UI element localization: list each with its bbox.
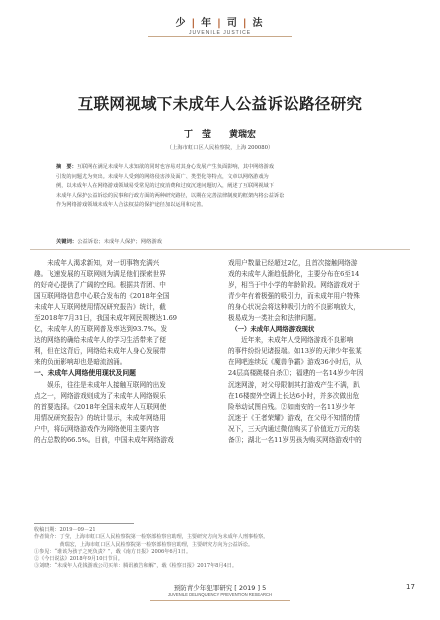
body-text-line: 近年来，未成年人受网络游戏不良影响 — [228, 336, 354, 345]
body-text-line: 青少年有着极强的吸引力，而未成年用户特殊 — [228, 292, 360, 301]
body-text-line: 的好奇心提供了广阔的空间。根据共青团、中 — [34, 281, 166, 290]
abstract-line: 互联网在满足未成年人求知欲的同时也容易对其身心发展产生负面影响，其中网络游戏 — [76, 164, 274, 170]
body-text-line: 利，但在这背后，网络给未成年人身心发展带 — [34, 347, 166, 356]
abstract-line: 例，以未成年人在网络游戏领域易受常见的过度消费和过度沉迷问题切入，阐述了互联网视域下 — [56, 183, 274, 190]
body-text-line: 戏用户数量已经超过2亿，且首次接触网络游 — [228, 259, 358, 267]
body-text-line: 备③；湖北一名11岁男孩为购买网络游戏中的 — [228, 435, 362, 444]
column-title-english: JUVENILE JUSTICE — [188, 30, 252, 36]
body-text-line: 沉迷网游，对父母限制其打游戏产生不满，趴 — [228, 380, 360, 389]
body-text-line: 沉迷于《王者荣耀》游戏，在父母不知情的情 — [228, 413, 360, 422]
body-text-line: 的占总数的66.5%。目前，中国未成年网络游戏 — [34, 435, 174, 444]
body-text-line: 在16楼窗外空调上长达6小时，并多次做出危 — [228, 391, 360, 400]
body-text-line: 戏的未成年人渐趋低龄化，主要分布在6至14 — [228, 270, 360, 279]
keywords — [56, 237, 386, 245]
body-text-line: 岁，相当于中小学的年龄阶段。网络游戏对于 — [228, 281, 360, 290]
footnote-line: ①参见：“谁该为孩子之死负责？”，载《南方日报》2006年6月1日。 — [34, 548, 192, 555]
abstract-rule — [30, 249, 410, 250]
body-text-line: 极易成为一类社会和法律问题。 — [228, 314, 321, 323]
keywords-label: 关键词： — [56, 239, 78, 245]
body-text-line: 达的网络的确给未成年人的学习生活带来了便 — [34, 336, 166, 345]
footnote-line: 收稿日期：2019－09－21 — [34, 527, 96, 533]
abstract-line: 引发的问题尤为突出。未成年人受到的网络侵害涉及面广、类型化等特点，文章以网络游戏为 — [56, 173, 269, 180]
abstract-line: 未成年人保护公益诉讼的民事和行政方面的两种研究路径，以期在完善法律制度的框架内将公益诉讼 — [56, 192, 285, 199]
section-heading: （一）未成年人网络游戏现状 — [228, 325, 315, 334]
body-text-line: 未成年人互联网使用情况研究报告》统计，截 — [34, 303, 166, 312]
column-title-char: 司 — [226, 18, 239, 29]
body-text-line: 24层高楼跳楼自杀①；福建的一名14岁少年因 — [228, 369, 364, 378]
journal-footer-english: JUVENILE DELINQUENCY PREVENTION RESEARCH — [167, 592, 273, 597]
footnote-line: 黄瑞宏，上海市虹口区人民检察院第一检察部检察官助理，主要研究方向为公益诉讼。 — [34, 541, 254, 548]
author-name: 黄瑞宏 — [229, 130, 257, 140]
body-left-column — [34, 258, 214, 446]
footnote-rule — [34, 523, 134, 524]
body-text-line: 趣。飞速发展的互联网则为满足他们探索世界 — [34, 270, 166, 279]
abstract-label: 摘 要： — [56, 164, 77, 170]
column-title-char: 法 — [252, 18, 265, 29]
body-text-line: 户中，将玩网络游戏作为网络使用主要内容 — [34, 424, 160, 433]
body-text-line: 的事件纷纷见诸报端。如13岁的天津少年张某 — [228, 347, 362, 356]
keywords-text: 公益诉讼；未成年人保护；网络游戏 — [77, 239, 162, 245]
body-text-line: 未成年人渴求新知，对一切事物充满兴 — [34, 259, 160, 267]
abstract — [56, 163, 386, 211]
body-text-line: 至2018年7月31日，我国未成年网民规模达1.69 — [34, 314, 177, 323]
column-title-char: 年 — [201, 18, 214, 29]
column-title-char: 少 — [175, 18, 188, 29]
footnote-line: ②《今日说法》2018年9月10日节目。 — [34, 556, 123, 563]
abstract-line: 作为网络游戏领域未成年人合法权益的保护途径加以运用和完善。 — [56, 202, 207, 209]
body-text-line: 点之一，网络游戏则成为了未成年人网络娱乐 — [34, 391, 166, 400]
section-heading: 一、未成年人网络使用现状及问题 — [34, 369, 136, 378]
body-right-column — [228, 258, 408, 446]
body-text-line: 亿，未成年人的互联网普及率达到93.7%。发 — [34, 325, 168, 334]
body-text-line: 况下，三天内通过微信购买了价值近万元的装 — [228, 424, 360, 433]
authors — [0, 127, 440, 140]
footnote-line: 作者简介：丁莹，上海市虹口区人民检察院第一检察部检察官助理，主要研究方向为未成年人刑事检察。 — [34, 534, 269, 541]
body-text-line: 用情况研究报告》的统计显示，未成年网络用 — [34, 413, 166, 422]
footnote-line: ③刘晓：“未成年人花钱游戏公司买单：腾讯被告和解”，载《检察日报》2017年8月4日。 — [34, 563, 237, 570]
body-text-line: 险举动试图自残。②如南安的一名11岁少年 — [228, 402, 356, 411]
column-title: 少 | 年 | 司 | 法 — [175, 18, 265, 29]
body-text-line: 的身心状况会将这种吸引力的不良影响放大， — [228, 303, 360, 312]
footer-rule — [150, 600, 290, 601]
body-text-line: 在网吧连续玩《魔兽争霸》游戏36小时后，从 — [228, 358, 362, 367]
column-header — [0, 14, 440, 36]
author-name: 丁 莹 — [183, 130, 211, 140]
page-number: 17 — [406, 583, 415, 591]
body-text-line: 来的负面影响却也是暗流汹涌。 — [34, 358, 127, 367]
affiliation: （上海市虹口区人民检察院，上海 200080） — [166, 145, 274, 151]
body-text-line: 的首要选择。《2018年全国未成年人互联网使 — [34, 402, 167, 411]
journal-footer: 预防青少年犯罪研究 [ 2019 ] 5 — [173, 584, 267, 592]
body-text-line: 国互联网络信息中心联合发布的《2018年全国 — [34, 292, 170, 301]
footnotes — [34, 527, 394, 571]
header-rule — [148, 36, 292, 37]
body-text-line: 娱乐，往往是未成年人接触互联网的出发 — [34, 380, 166, 389]
article-title: 互联网视域下未成年人公益诉讼路径研究 — [77, 95, 363, 113]
